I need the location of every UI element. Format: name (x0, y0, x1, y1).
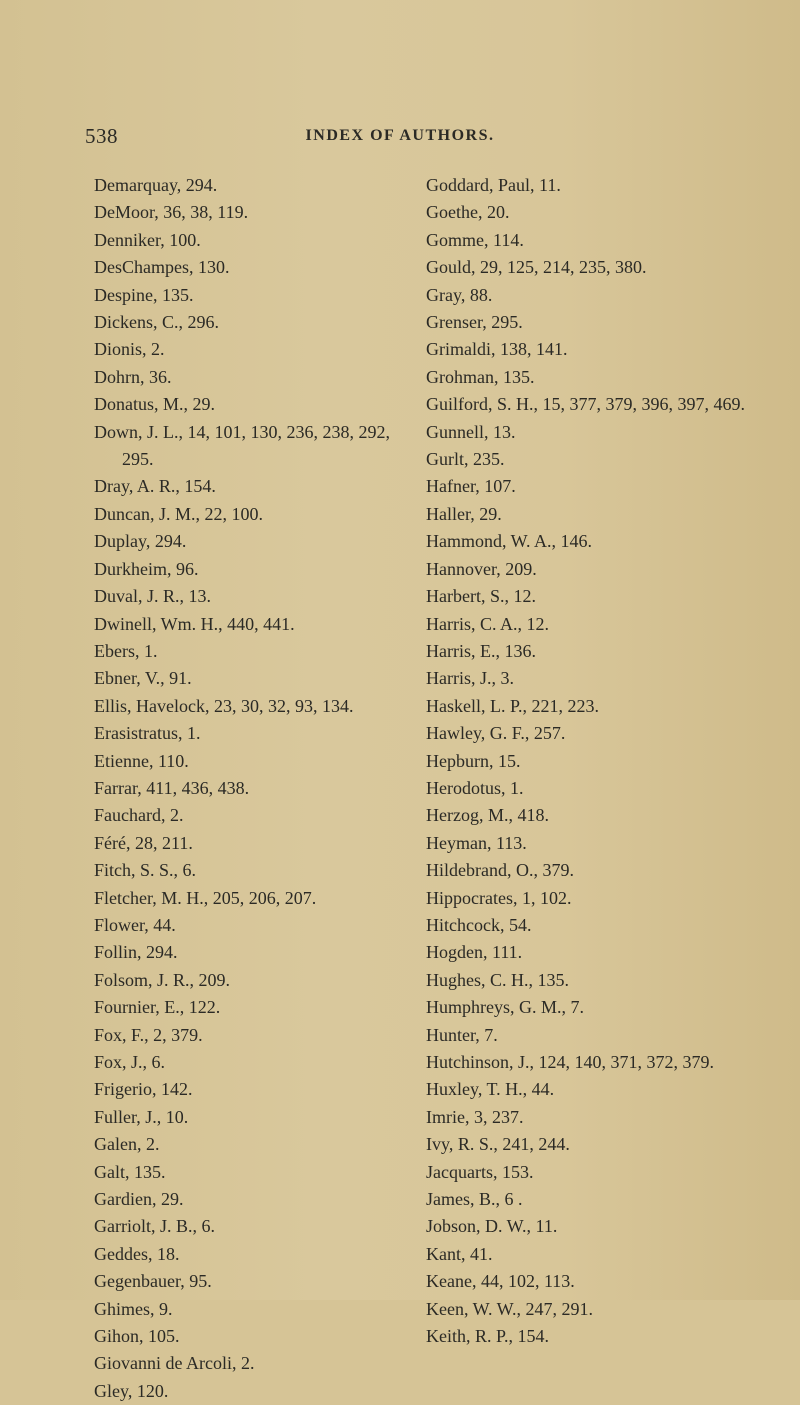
index-entry: Keith, R. P., 154. (426, 1326, 550, 1347)
index-entry: Harris, C. A., 12. (426, 613, 549, 634)
index-entry: Hafner, 107. (426, 476, 516, 497)
index-entry: Grohman, 135. (426, 366, 535, 387)
index-entry: Gihon, 105. (94, 1326, 180, 1347)
index-entry: Frigerio, 142. (94, 1079, 193, 1100)
index-entry: Gunnell, 13. (426, 421, 516, 442)
index-entry: Geddes, 18. (94, 1243, 180, 1264)
index-entry: Garriolt, J. B., 6. (94, 1216, 215, 1237)
index-entry: Donatus, M., 29. (94, 394, 215, 415)
index-entry: Harris, E., 136. (426, 640, 536, 661)
index-entry: Huxley, T. H., 44. (426, 1079, 555, 1100)
index-entry: Hepburn, 15. (426, 750, 521, 771)
index-entry: Heyman, 113. (426, 832, 527, 853)
index-entry: Gould, 29, 125, 214, 235, 380. (426, 257, 647, 278)
index-entry: Hogden, 111. (426, 942, 523, 963)
index-entry: Goethe, 20. (426, 202, 510, 223)
index-entry: Harris, J., 3. (426, 668, 514, 689)
index-entry: Herodotus, 1. (426, 777, 524, 798)
index-entry: Ivy, R. S., 241, 244. (426, 1134, 570, 1155)
index-entry: Gray, 88. (426, 284, 493, 305)
index-entry: Kant, 41. (426, 1243, 493, 1264)
index-entry: Ebers, 1. (94, 640, 158, 661)
index-entry: Durkheim, 96. (94, 558, 199, 579)
index-entry: Fletcher, M. H., 205, 206, 207. (94, 887, 317, 908)
index-entry: Galen, 2. (94, 1134, 160, 1155)
index-entry: Imrie, 3, 237. (426, 1106, 524, 1127)
index-entry: Grenser, 295. (426, 312, 523, 333)
index-entry: Haskell, L. P., 221, 223. (426, 695, 599, 716)
running-title: INDEX OF AUTHORS. (305, 127, 495, 144)
index-entry: Flower, 44. (94, 914, 176, 935)
index-entry: Galt, 135. (94, 1161, 166, 1182)
index-entry: Duval, J. R., 13. (94, 586, 211, 607)
index-entry: Down, J. L., 14, 101, 130, 236, 238, 292, 295. (94, 421, 390, 470)
page-number: 538 (85, 124, 118, 148)
index-entry: Fauchard, 2. (94, 805, 184, 826)
index-entry: Giovanni de Arcoli, 2. (94, 1353, 255, 1374)
index-entry: James, B., 6 . (426, 1189, 523, 1210)
index-entry: Grimaldi, 138, 141. (426, 339, 568, 360)
index-entry: Duncan, J. M., 22, 100. (94, 503, 263, 524)
page-header (0, 124, 800, 148)
index-entry: Jacquarts, 153. (426, 1161, 534, 1182)
index-entry: Haller, 29. (426, 503, 502, 524)
index-entry: Hughes, C. H., 135. (426, 969, 569, 990)
index-entry: Fitch, S. S., 6. (94, 860, 197, 881)
index-entry: Humphreys, G. M., 7. (426, 997, 584, 1018)
index-entry: Jobson, D. W., 11. (426, 1216, 558, 1237)
index-column-left (94, 172, 394, 1405)
index-entry: Gomme, 114. (426, 229, 524, 250)
index-entry: Duplay, 294. (94, 531, 187, 552)
index-entry: Erasistratus, 1. (94, 723, 201, 744)
index-entry: Etienne, 110. (94, 750, 189, 771)
index-entry: Herzog, M., 418. (426, 805, 549, 826)
index-entry: Folsom, J. R., 209. (94, 969, 231, 990)
index-entry: DesChampes, 130. (94, 257, 230, 278)
index-entry: Dionis, 2. (94, 339, 165, 360)
index-entry: Fuller, J., 10. (94, 1106, 189, 1127)
index-entry: Dray, A. R., 154. (94, 476, 216, 497)
index-entry: Ebner, V., 91. (94, 668, 192, 689)
index-entry: Hammond, W. A., 146. (426, 531, 593, 552)
index-entry: Keen, W. W., 247, 291. (426, 1298, 594, 1319)
index-entry: Hannover, 209. (426, 558, 537, 579)
index-entry: Dwinell, Wm. H., 440, 441. (94, 613, 295, 634)
index-entry: DeMoor, 36, 38, 119. (94, 202, 249, 223)
index-entry: Ellis, Havelock, 23, 30, 32, 93, 134. (94, 695, 354, 716)
index-entry: Hildebrand, O., 379. (426, 860, 574, 881)
index-entry: Féré, 28, 211. (94, 832, 193, 853)
index-entry: Gardien, 29. (94, 1189, 184, 1210)
index-entry: Hutchinson, J., 124, 140, 371, 372, 379. (426, 1052, 714, 1072)
index-entry: Goddard, Paul, 11. (426, 175, 561, 195)
index-entry: Denniker, 100. (94, 229, 201, 250)
index-entry: Hitchcock, 54. (426, 914, 532, 935)
index-entry: Harbert, S., 12. (426, 586, 536, 607)
index-entry: Farrar, 411, 436, 438. (94, 777, 250, 798)
index-entry: Demarquay, 294. (94, 175, 218, 195)
index-entry: Hunter, 7. (426, 1024, 498, 1045)
index-entry: Ghimes, 9. (94, 1298, 173, 1319)
index-entry: Follin, 294. (94, 942, 178, 963)
index-entry: Hippocrates, 1, 102. (426, 887, 572, 908)
index-entry: Guilford, S. H., 15, 377, 379, 396, 397, 469. (426, 394, 745, 415)
index-entry: Despine, 135. (94, 284, 194, 305)
index-entry: Dohrn, 36. (94, 366, 172, 387)
index-entry: Fournier, E., 122. (94, 997, 221, 1018)
index-entry: Dickens, C., 296. (94, 312, 219, 333)
index-entry: Gegenbauer, 95. (94, 1271, 212, 1292)
index-entry: Gley, 120. (94, 1380, 169, 1401)
index-entry: Fox, F., 2, 379. (94, 1024, 203, 1045)
index-entry: Fox, J., 6. (94, 1052, 166, 1072)
index-entry: Gurlt, 235. (426, 449, 505, 470)
index-entry: Keane, 44, 102, 113. (426, 1271, 575, 1292)
index-column-right (426, 172, 786, 1350)
index-entry: Hawley, G. F., 257. (426, 723, 566, 744)
